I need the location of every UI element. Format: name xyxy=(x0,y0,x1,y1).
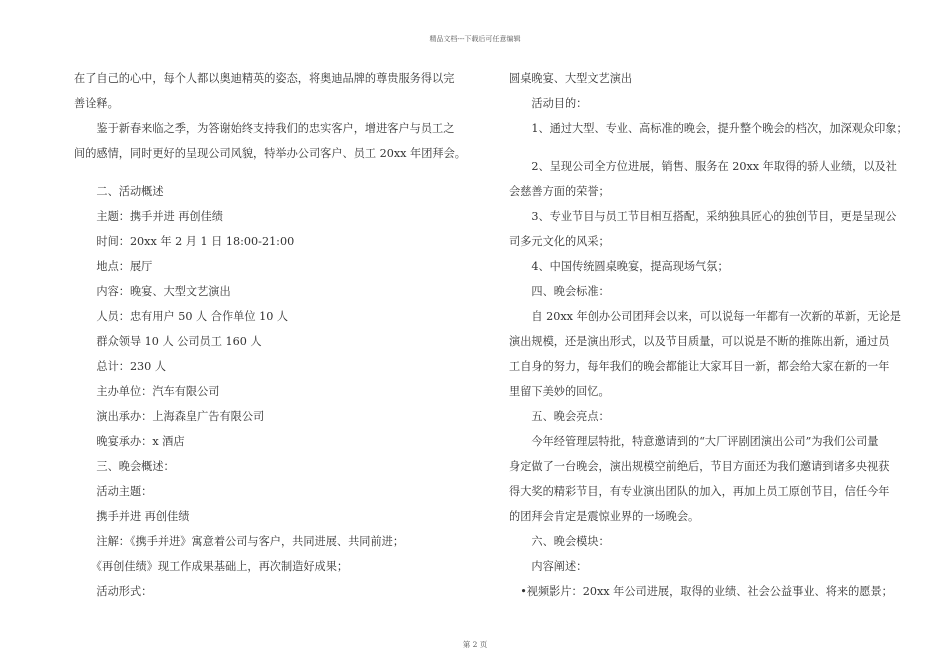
paragraph-line: 活动主题： xyxy=(74,485,153,498)
paragraph-line: 主题：携手并进 再创佳绩 xyxy=(74,210,223,223)
section-heading: 二、活动概述 xyxy=(74,185,164,198)
paragraph-gap xyxy=(74,166,459,179)
paragraph-line: 携手并进 再创佳绩 xyxy=(74,510,190,523)
paragraph-line: 自 20xx 年创办公司团拜会以来，可以说每一年都有一次新的革新，无论是 xyxy=(509,310,901,323)
paragraph-line: 演出规模，还是演出形式，以及节目质量，可以说是不断的推陈出新，通过员 xyxy=(509,335,890,348)
page-footer: 第 2 页 xyxy=(462,640,488,649)
paragraph-line: 鉴于新春来临之季，为答谢始终支持我们的忠实客户，增进客户与员工之 xyxy=(74,122,455,135)
paragraph-line: 时间：20xx 年 2 月 1 日 18:00-21:00 xyxy=(74,235,295,248)
paragraph-line: 总计：230 人 xyxy=(74,360,167,373)
paragraph-line: 的团拜会肯定是震惊业界的一场晚会。 xyxy=(509,510,700,523)
paragraph-line: 演出承办：上海森皇广告有限公司 xyxy=(74,410,265,423)
paragraph-line: 《再创佳绩》现工作成果基础上，再次制造好成果； xyxy=(74,560,349,573)
section-heading: 五、晚会亮点： xyxy=(509,410,610,423)
paragraph-line: 活动目的： xyxy=(509,97,588,110)
bullet-item: •视频影片：20xx 年公司进展，取得的业绩、社会公益事业、将来的愿景； xyxy=(509,585,893,598)
section-heading: 六、晚会模块： xyxy=(509,535,610,548)
paragraph-line: 今年经管理层特批，特意邀请到的“大厂评剧团演出公司”为我们公司量 xyxy=(509,435,879,448)
paragraph-line: 注解：《携手并进》寓意着公司与客户，共同进展、共同前进； xyxy=(74,535,405,548)
paragraph-line: 地点：展厅 xyxy=(74,260,153,273)
paragraph-line: 间的感情，同时更好的呈现公司风貌，特举办公司客户、员工 20xx 年团拜会。 xyxy=(74,147,466,160)
paragraph-line: 善诠释。 xyxy=(74,97,119,110)
paragraph-line: 2、呈现公司全方位进展，销售、服务在 20xx 年取得的骄人业绩，以及社 xyxy=(509,160,897,173)
paragraph-line: 内容阐述： xyxy=(509,560,588,573)
paragraph-line: 4、中国传统圆桌晚宴，提高现场气氛； xyxy=(509,260,729,273)
paragraph-line: 里留下美妙的回忆。 xyxy=(509,385,610,398)
paragraph-line: 工自身的努力，每年我们的晚会都能让大家耳目一新，都会给大家在新的一年 xyxy=(509,360,890,373)
paragraph-line: 司多元文化的风采； xyxy=(509,235,610,248)
paragraph-gap xyxy=(509,141,889,154)
paragraph-line: 身定做了一台晚会，演出规模空前绝后，节目方面还为我们邀请到诸多央视获 xyxy=(509,460,890,473)
paragraph-line: 主办单位：汽车有限公司 xyxy=(74,385,220,398)
paragraph-line: 在了自己的心中，每个人都以奥迪精英的姿态，将奥迪品牌的尊贵服务得以完 xyxy=(74,72,455,85)
section-heading: 四、晚会标准： xyxy=(509,285,610,298)
paragraph-line: 3、专业节目与员工节目相互搭配，采纳独具匠心的独创节目，更是呈现公 xyxy=(509,210,897,223)
paragraph-line: 内容：晚宴、大型文艺演出 xyxy=(74,285,231,298)
paragraph-line: 人员：忠有用户 50 人 合作单位 10 人 xyxy=(74,310,289,323)
paragraph-line: 得大奖的精彩节目，有专业演出团队的加入，再加上员工原创节目，信任今年 xyxy=(509,485,890,498)
paragraph-line: 晚宴承办：x 酒店 xyxy=(74,435,185,448)
page-header: 精品文档---下载后可任意编辑 xyxy=(429,35,521,43)
paragraph-line: 会慈善方面的荣誉； xyxy=(509,185,610,198)
paragraph-line: 活动形式： xyxy=(74,585,153,598)
section-heading: 三、晚会概述： xyxy=(74,460,175,473)
right-column xyxy=(509,66,908,604)
paragraph-line: 群众领导 10 人 公司员工 160 人 xyxy=(74,335,262,348)
paragraph-line: 圆桌晚宴、大型文艺演出 xyxy=(509,72,633,85)
left-column xyxy=(74,66,466,604)
paragraph-line: 1、通过大型、专业、高标准的晚会，提升整个晚会的档次，加深观众印象； xyxy=(509,122,908,135)
